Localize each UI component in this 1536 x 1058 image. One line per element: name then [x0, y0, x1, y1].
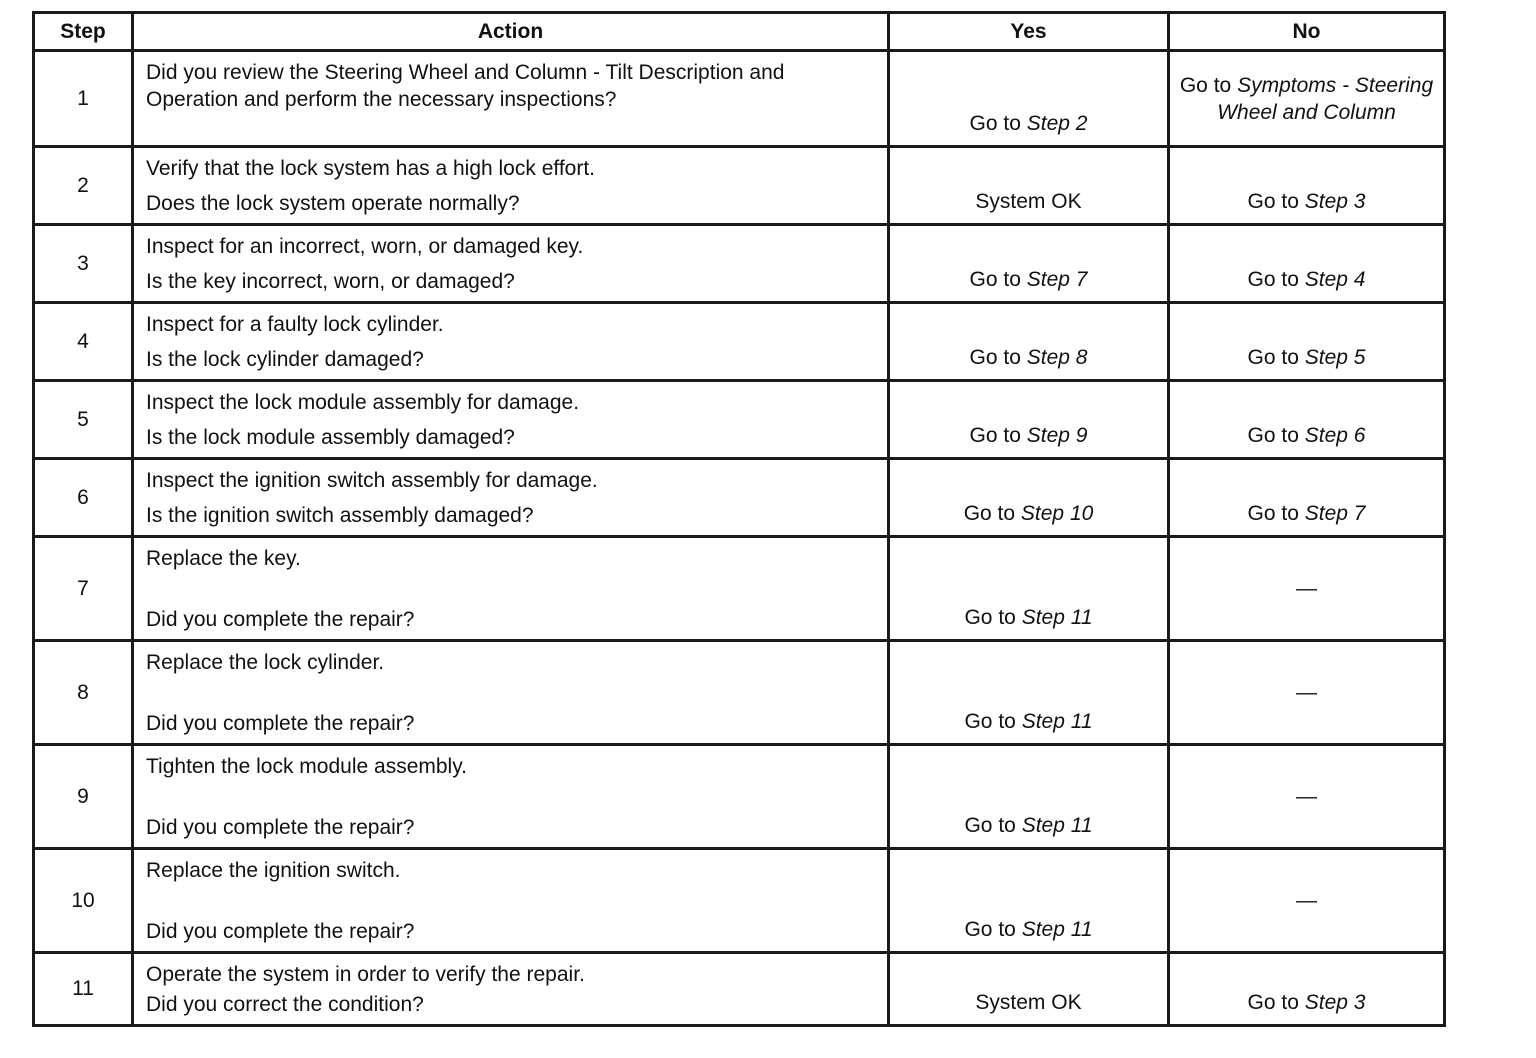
no-prefix: Go to [1247, 991, 1299, 1014]
yes-prefix: Go to [964, 814, 1016, 837]
yes-step-ref: Step 11 [1021, 710, 1093, 733]
no-step-ref: Symptoms - Steering Wheel and Column [1217, 73, 1434, 124]
no-cell [1169, 459, 1445, 537]
action-text: Inspect the lock module assembly for damage. [146, 391, 580, 414]
yes-prefix: Go to [969, 424, 1021, 447]
action-question: Is the lock module assembly damaged? [146, 426, 515, 449]
yes-cell [889, 745, 1169, 849]
action-cell [133, 537, 889, 641]
no-cell [1169, 381, 1445, 459]
action-cell [133, 641, 889, 745]
yes-cell [889, 459, 1169, 537]
no-prefix: Go to [1247, 190, 1299, 213]
action-text: Replace the lock cylinder. [146, 651, 385, 674]
action-question: Did you complete the repair? [146, 712, 415, 735]
action-question: Did you complete the repair? [146, 816, 415, 839]
yes-step-ref: Step 11 [1021, 814, 1093, 837]
yes-cell [889, 641, 1169, 745]
yes-step-ref: Step 9 [1026, 424, 1088, 447]
step-number: 1 [34, 51, 133, 147]
table-row [34, 51, 1445, 147]
yes-cell [889, 381, 1169, 459]
action-text: Inspect for an incorrect, worn, or damaged key. [146, 235, 584, 258]
action-cell [133, 303, 889, 381]
yes-cell [889, 225, 1169, 303]
yes-cell [889, 849, 1169, 953]
table-row [34, 953, 1445, 1026]
no-step-ref: Step 6 [1304, 424, 1366, 447]
no-prefix: Go to [1247, 424, 1299, 447]
action-text: Verify that the lock system has a high lock effort. [146, 157, 595, 180]
table-row [34, 459, 1445, 537]
action-cell [133, 953, 889, 1026]
action-cell [133, 225, 889, 303]
action-question: Did you complete the repair? [146, 920, 415, 943]
action-cell [133, 147, 889, 225]
step-number: 9 [34, 745, 133, 849]
no-prefix: Go to [1247, 346, 1299, 369]
no-cell: — [1169, 537, 1445, 641]
table-row [34, 745, 1445, 849]
step-number: 11 [34, 953, 133, 1026]
action-text: Inspect the ignition switch assembly for damage. [146, 469, 598, 492]
yes-prefix: Go to [969, 112, 1021, 135]
action-text: Replace the ignition switch. [146, 859, 401, 882]
header-no: No [1169, 13, 1445, 51]
step-number: 7 [34, 537, 133, 641]
diagnostic-table [32, 11, 1446, 1027]
action-question: Is the lock cylinder damaged? [146, 348, 424, 371]
no-prefix: Go to [1179, 73, 1232, 97]
action-question: Is the key incorrect, worn, or damaged? [146, 270, 515, 293]
no-cell [1169, 51, 1445, 147]
action-cell [133, 459, 889, 537]
yes-cell [889, 51, 1169, 147]
no-cell: — [1169, 849, 1445, 953]
no-cell: — [1169, 641, 1445, 745]
no-step-ref: Step 5 [1304, 346, 1366, 369]
yes-step-ref: Step 8 [1026, 346, 1088, 369]
yes-step-ref: Step 7 [1026, 268, 1088, 291]
action-cell [133, 849, 889, 953]
action-text: Operate the system in order to verify the repair. [146, 963, 585, 986]
action-cell [133, 381, 889, 459]
yes-cell [889, 303, 1169, 381]
action-question: Did you complete the repair? [146, 608, 415, 631]
action-text: Did you review the Steering Wheel and Column - Tilt Description and Operation and perform the necessary inspections? [146, 61, 785, 111]
yes-prefix: Go to [969, 268, 1021, 291]
action-text: Replace the key. [146, 547, 301, 570]
no-step-ref: Step 4 [1304, 268, 1366, 291]
action-question: Does the lock system operate normally? [146, 192, 520, 215]
table-row [34, 381, 1445, 459]
action-text: Tighten the lock module assembly. [146, 755, 467, 778]
step-number: 6 [34, 459, 133, 537]
no-step-ref: Step 3 [1304, 190, 1366, 213]
yes-prefix: Go to [964, 710, 1016, 733]
table-row [34, 225, 1445, 303]
yes-step-ref: Step 11 [1021, 918, 1093, 941]
no-prefix: Go to [1247, 502, 1299, 525]
yes-prefix: Go to [963, 502, 1016, 525]
no-step-ref: Step 3 [1304, 991, 1366, 1014]
step-number: 2 [34, 147, 133, 225]
step-number: 3 [34, 225, 133, 303]
header-yes: Yes [889, 13, 1169, 51]
no-step-ref: Step 7 [1304, 502, 1366, 525]
action-text: Inspect for a faulty lock cylinder. [146, 313, 444, 336]
table-row [34, 537, 1445, 641]
yes-step-ref: Step 10 [1020, 502, 1094, 525]
yes-cell [889, 537, 1169, 641]
yes-cell: System OK [889, 953, 1169, 1026]
table-row [34, 641, 1445, 745]
header-step: Step [34, 13, 133, 51]
yes-prefix: Go to [969, 346, 1021, 369]
yes-prefix: Go to [964, 606, 1016, 629]
yes-cell: System OK [889, 147, 1169, 225]
no-cell: — [1169, 745, 1445, 849]
yes-step-ref: Step 11 [1021, 606, 1093, 629]
action-question: Did you correct the condition? [146, 993, 424, 1016]
no-cell [1169, 303, 1445, 381]
no-prefix: Go to [1247, 268, 1299, 291]
action-cell [133, 745, 889, 849]
table-row [34, 147, 1445, 225]
table-row [34, 303, 1445, 381]
table-row [34, 849, 1445, 953]
yes-prefix: Go to [964, 918, 1016, 941]
step-number: 8 [34, 641, 133, 745]
action-cell [133, 51, 889, 147]
action-question: Is the ignition switch assembly damaged? [146, 504, 534, 527]
step-number: 10 [34, 849, 133, 953]
step-number: 5 [34, 381, 133, 459]
no-cell [1169, 225, 1445, 303]
header-action: Action [133, 13, 889, 51]
header-row [34, 13, 1445, 51]
step-number: 4 [34, 303, 133, 381]
no-cell [1169, 953, 1445, 1026]
no-cell [1169, 147, 1445, 225]
yes-step-ref: Step 2 [1026, 112, 1088, 135]
